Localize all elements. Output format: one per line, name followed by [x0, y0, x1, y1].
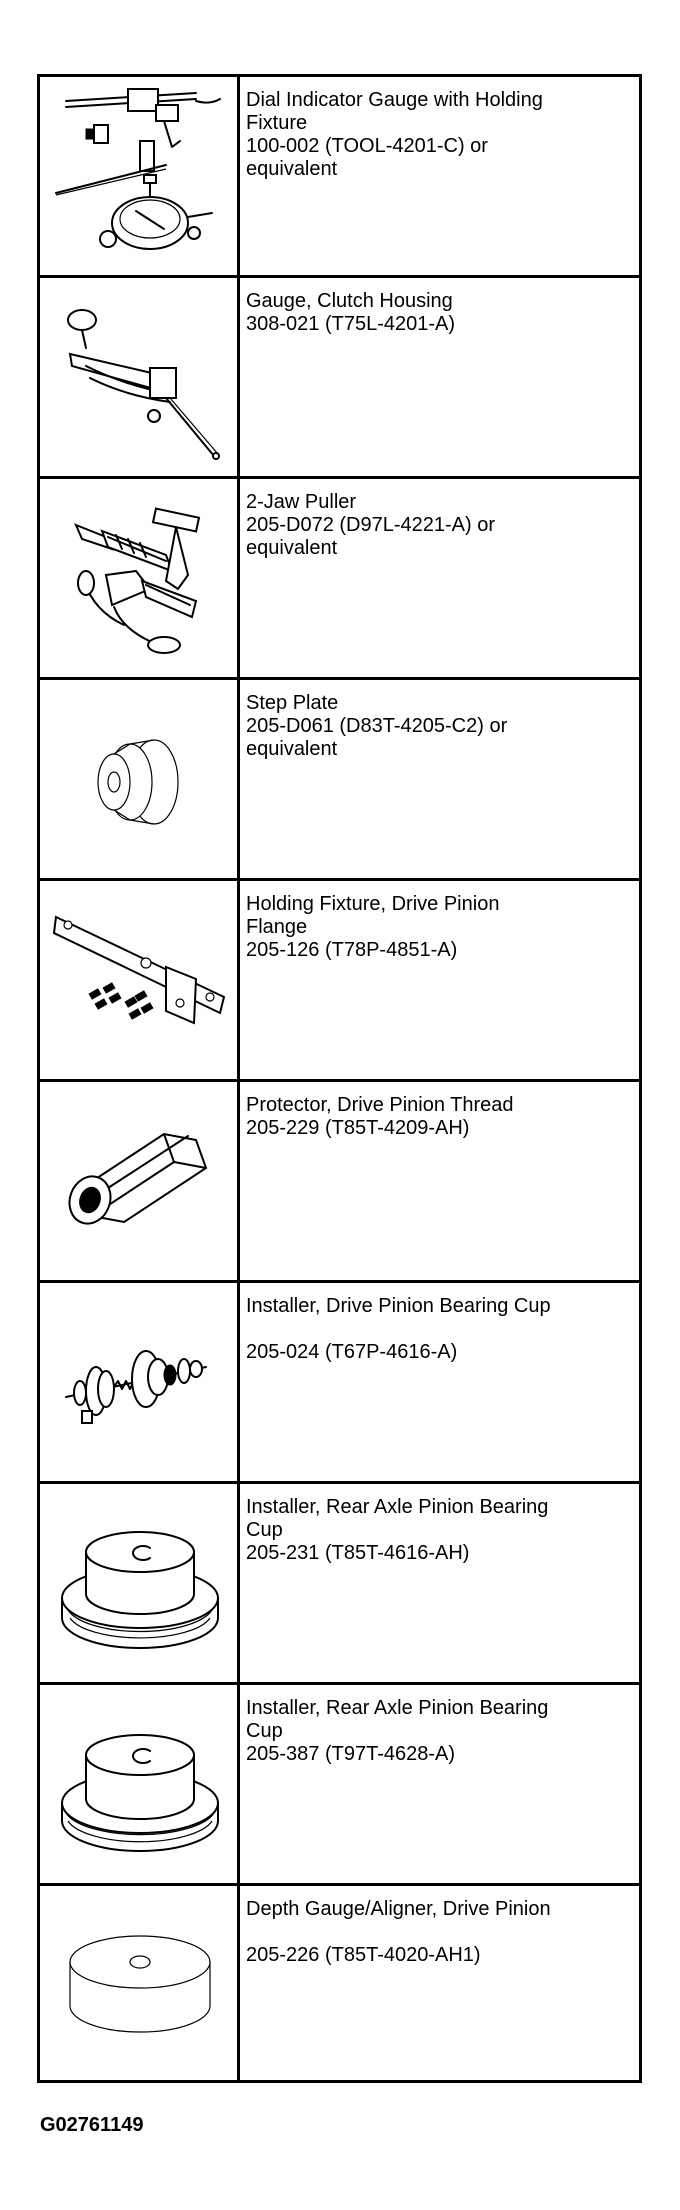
tool-name: Holding Fixture, Drive Pinion — [246, 893, 500, 915]
tool-row — [40, 1484, 639, 1685]
tool-description — [240, 1082, 639, 1280]
tool-name: Protector, Drive Pinion Thread — [246, 1094, 514, 1116]
rear-axle-cup-installer-icon — [46, 1490, 232, 1676]
tool-part-number: 308-021 (T75L-4201-A) — [246, 313, 456, 335]
tool-description — [240, 680, 639, 878]
tool-illustration-cell — [40, 881, 240, 1079]
tool-name: Installer, Drive Pinion Bearing Cup — [246, 1295, 551, 1317]
tool-name: 2-Jaw Puller — [246, 491, 357, 513]
tool-illustration-cell — [40, 1484, 240, 1682]
tool-illustration-cell — [40, 479, 240, 677]
tool-part-number: 205-229 (T85T-4209-AH) — [246, 1117, 470, 1139]
tool-name: Installer, Rear Axle Pinion Bearing — [246, 1697, 549, 1719]
tool-row — [40, 278, 639, 479]
dial-indicator-gauge-icon — [46, 83, 232, 269]
tool-row — [40, 77, 639, 278]
rear-axle-cup-installer-icon — [46, 1691, 232, 1877]
tool-illustration-cell — [40, 1886, 240, 2080]
tool-description — [240, 881, 639, 1079]
tool-name: Step Plate — [246, 692, 339, 714]
tool-illustration-cell — [40, 1685, 240, 1883]
tool-part-number: 205-126 (T78P-4851-A) — [246, 939, 458, 961]
bearing-cup-installer-icon — [46, 1289, 232, 1475]
tool-description — [240, 278, 639, 476]
two-jaw-puller-icon — [46, 485, 232, 671]
tool-name-cont: Cup — [246, 1519, 283, 1541]
pinion-thread-protector-icon — [46, 1088, 232, 1274]
tool-note: equivalent — [246, 537, 338, 559]
tool-illustration-cell — [40, 680, 240, 878]
figure-id: G02761149 — [40, 2114, 144, 2136]
tool-part-number: 205-226 (T85T-4020-AH1) — [246, 1944, 481, 1966]
tool-note: equivalent — [246, 738, 338, 760]
tool-description — [240, 1886, 639, 2080]
tool-name: Depth Gauge/Aligner, Drive Pinion — [246, 1898, 551, 1920]
tool-row — [40, 1685, 639, 1886]
step-plate-icon — [46, 686, 232, 872]
tool-name: Dial Indicator Gauge with Holding — [246, 89, 543, 111]
tool-description — [240, 1484, 639, 1682]
tool-name: Installer, Rear Axle Pinion Bearing — [246, 1496, 549, 1518]
tool-illustration-cell — [40, 278, 240, 476]
tool-part-number: 205-387 (T97T-4628-A) — [246, 1743, 456, 1765]
tool-name-cont: Fixture — [246, 112, 308, 134]
tool-spacer — [246, 1318, 631, 1341]
tool-part-number: 205-231 (T85T-4616-AH) — [246, 1542, 470, 1564]
tool-spacer — [246, 1921, 631, 1944]
tool-row — [40, 1283, 639, 1484]
tool-description — [240, 479, 639, 677]
tool-description — [240, 77, 639, 275]
tool-description — [240, 1685, 639, 1883]
tool-part-number: 205-D072 (D97L-4221-A) or — [246, 514, 496, 536]
tool-row — [40, 1886, 639, 2080]
tool-part-number: 205-024 (T67P-4616-A) — [246, 1341, 458, 1363]
clutch-housing-gauge-icon — [46, 284, 232, 470]
tool-name: Gauge, Clutch Housing — [246, 290, 453, 312]
tool-note: equivalent — [246, 158, 338, 180]
tool-part-number: 205-D061 (D83T-4205-C2) or — [246, 715, 508, 737]
special-tools-table — [37, 74, 642, 2083]
depth-gauge-aligner-icon — [46, 1890, 232, 2076]
holding-fixture-flange-icon — [46, 887, 232, 1073]
tool-row — [40, 1082, 639, 1283]
tool-illustration-cell — [40, 1283, 240, 1481]
tool-row — [40, 479, 639, 680]
tool-name-cont: Cup — [246, 1720, 283, 1742]
tool-illustration-cell — [40, 77, 240, 275]
tool-description — [240, 1283, 639, 1481]
tool-part-number: 100-002 (TOOL-4201-C) or — [246, 135, 488, 157]
tool-illustration-cell — [40, 1082, 240, 1280]
tool-name-cont: Flange — [246, 916, 308, 938]
tool-row — [40, 881, 639, 1082]
tool-row — [40, 680, 639, 881]
